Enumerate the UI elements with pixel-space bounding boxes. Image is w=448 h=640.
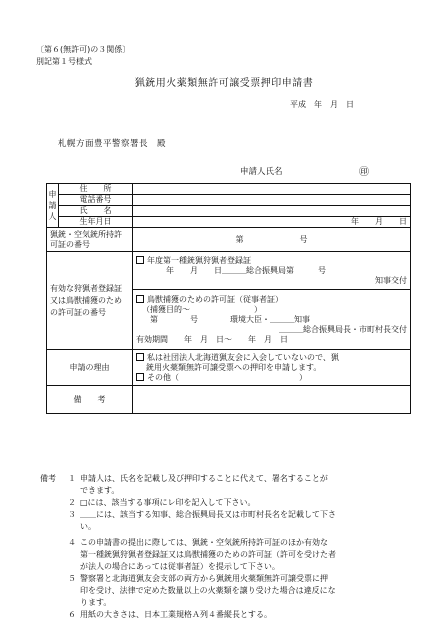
checkbox-capture-permit[interactable]: [136, 295, 144, 303]
license-label: 猟銃・空気銃所持許可証の番号: [47, 228, 133, 252]
hunting-registration-label: 有効な狩猟者登録証又は鳥獣捕獲のための許可証の番号: [47, 252, 133, 350]
dob-label: 生年月日: [59, 217, 133, 228]
form-number: 別記第１号様式: [36, 57, 92, 66]
section-reference: 〔第６(無許可)の３関係〕: [36, 45, 131, 54]
remarks-field[interactable]: [133, 386, 411, 414]
reason-label: 申請の理由: [47, 350, 133, 386]
hunting-option-registration[interactable]: 年度第一種銃猟狩猟者登録証 年 月 日＿＿＿総合振興局第 号 知事交付: [133, 252, 411, 290]
reason-options: 私は社団法人北海道猟友会に入会していないので、猟 銃用火薬類無許可譲受票への押印を申請します。 その他（ ）: [133, 350, 411, 386]
address-field[interactable]: [133, 184, 411, 195]
seal-mark: ㊞: [359, 167, 369, 178]
applicant-group-label: 申 請 人: [47, 184, 59, 228]
note-item: ４ この申請書の提出に際しては、猟銃・空気銃所持許可証のほか有効な 第一種銃猟狩猟者登録証又は鳥獣捕獲のための許可証（許可を受けた者 が法人の場合にあっては従事者証）を提示して下さい。: [68, 538, 336, 571]
application-form-table: [46, 183, 411, 414]
note-item: ６ 用紙の大きさは、日本工業規格Ａ列４番縦長とする。: [68, 610, 272, 619]
license-number-field[interactable]: 第 号: [133, 228, 411, 252]
checkbox-reason-not-member[interactable]: [136, 353, 144, 361]
phone-field[interactable]: [133, 195, 411, 206]
note-item: ３ ＿＿には、該当する知事、総合振興局長又は市町村長名を記載して下さ い。: [68, 510, 336, 531]
phone-label: 電話番号: [59, 195, 133, 206]
checkbox-reason-other[interactable]: [136, 373, 144, 381]
name-field[interactable]: [133, 206, 411, 217]
checkbox-registration[interactable]: [136, 256, 144, 264]
date-line: 平成 年 月 日: [290, 100, 354, 109]
applicant-name-label: 申請人氏名: [240, 167, 283, 177]
remarks-label: 備 考: [47, 386, 133, 414]
hunting-option-capture-permit[interactable]: 鳥獣捕獲のための許可証（従事者証） （捕獲目的～ ） 第 号 環境大臣・＿＿＿知事 ＿＿＿総合振興局長・市町村長交付 有効期間 年 月 日～ 年 月 日: [133, 290, 411, 350]
name-label: 氏 名: [59, 206, 133, 217]
notes-heading: 備考: [40, 474, 56, 483]
dob-field[interactable]: 年 月 日: [133, 217, 411, 228]
note-item: 備考 １ 申請人は、氏名を記載し及び押印することに代えて、署名することが できます。: [40, 474, 328, 495]
document-title: 猟銃用火薬類無許可譲受票押印申請書: [134, 78, 314, 89]
address-label: 住 所: [59, 184, 133, 195]
notes-section: [40, 473, 420, 621]
note-item: ２ □には、該当する事項にレ印を記入して下さい。: [68, 498, 256, 507]
addressee: 札幌方面豊平警察署長 殿: [58, 139, 167, 149]
note-item: ５ 警察署と北海道猟友会支部の両方から猟銃用火薬類無許可譲受票に押 印を受け、法律で定めた数量以上の火薬類を譲り受けた場合は違反にな ります。: [68, 574, 336, 607]
